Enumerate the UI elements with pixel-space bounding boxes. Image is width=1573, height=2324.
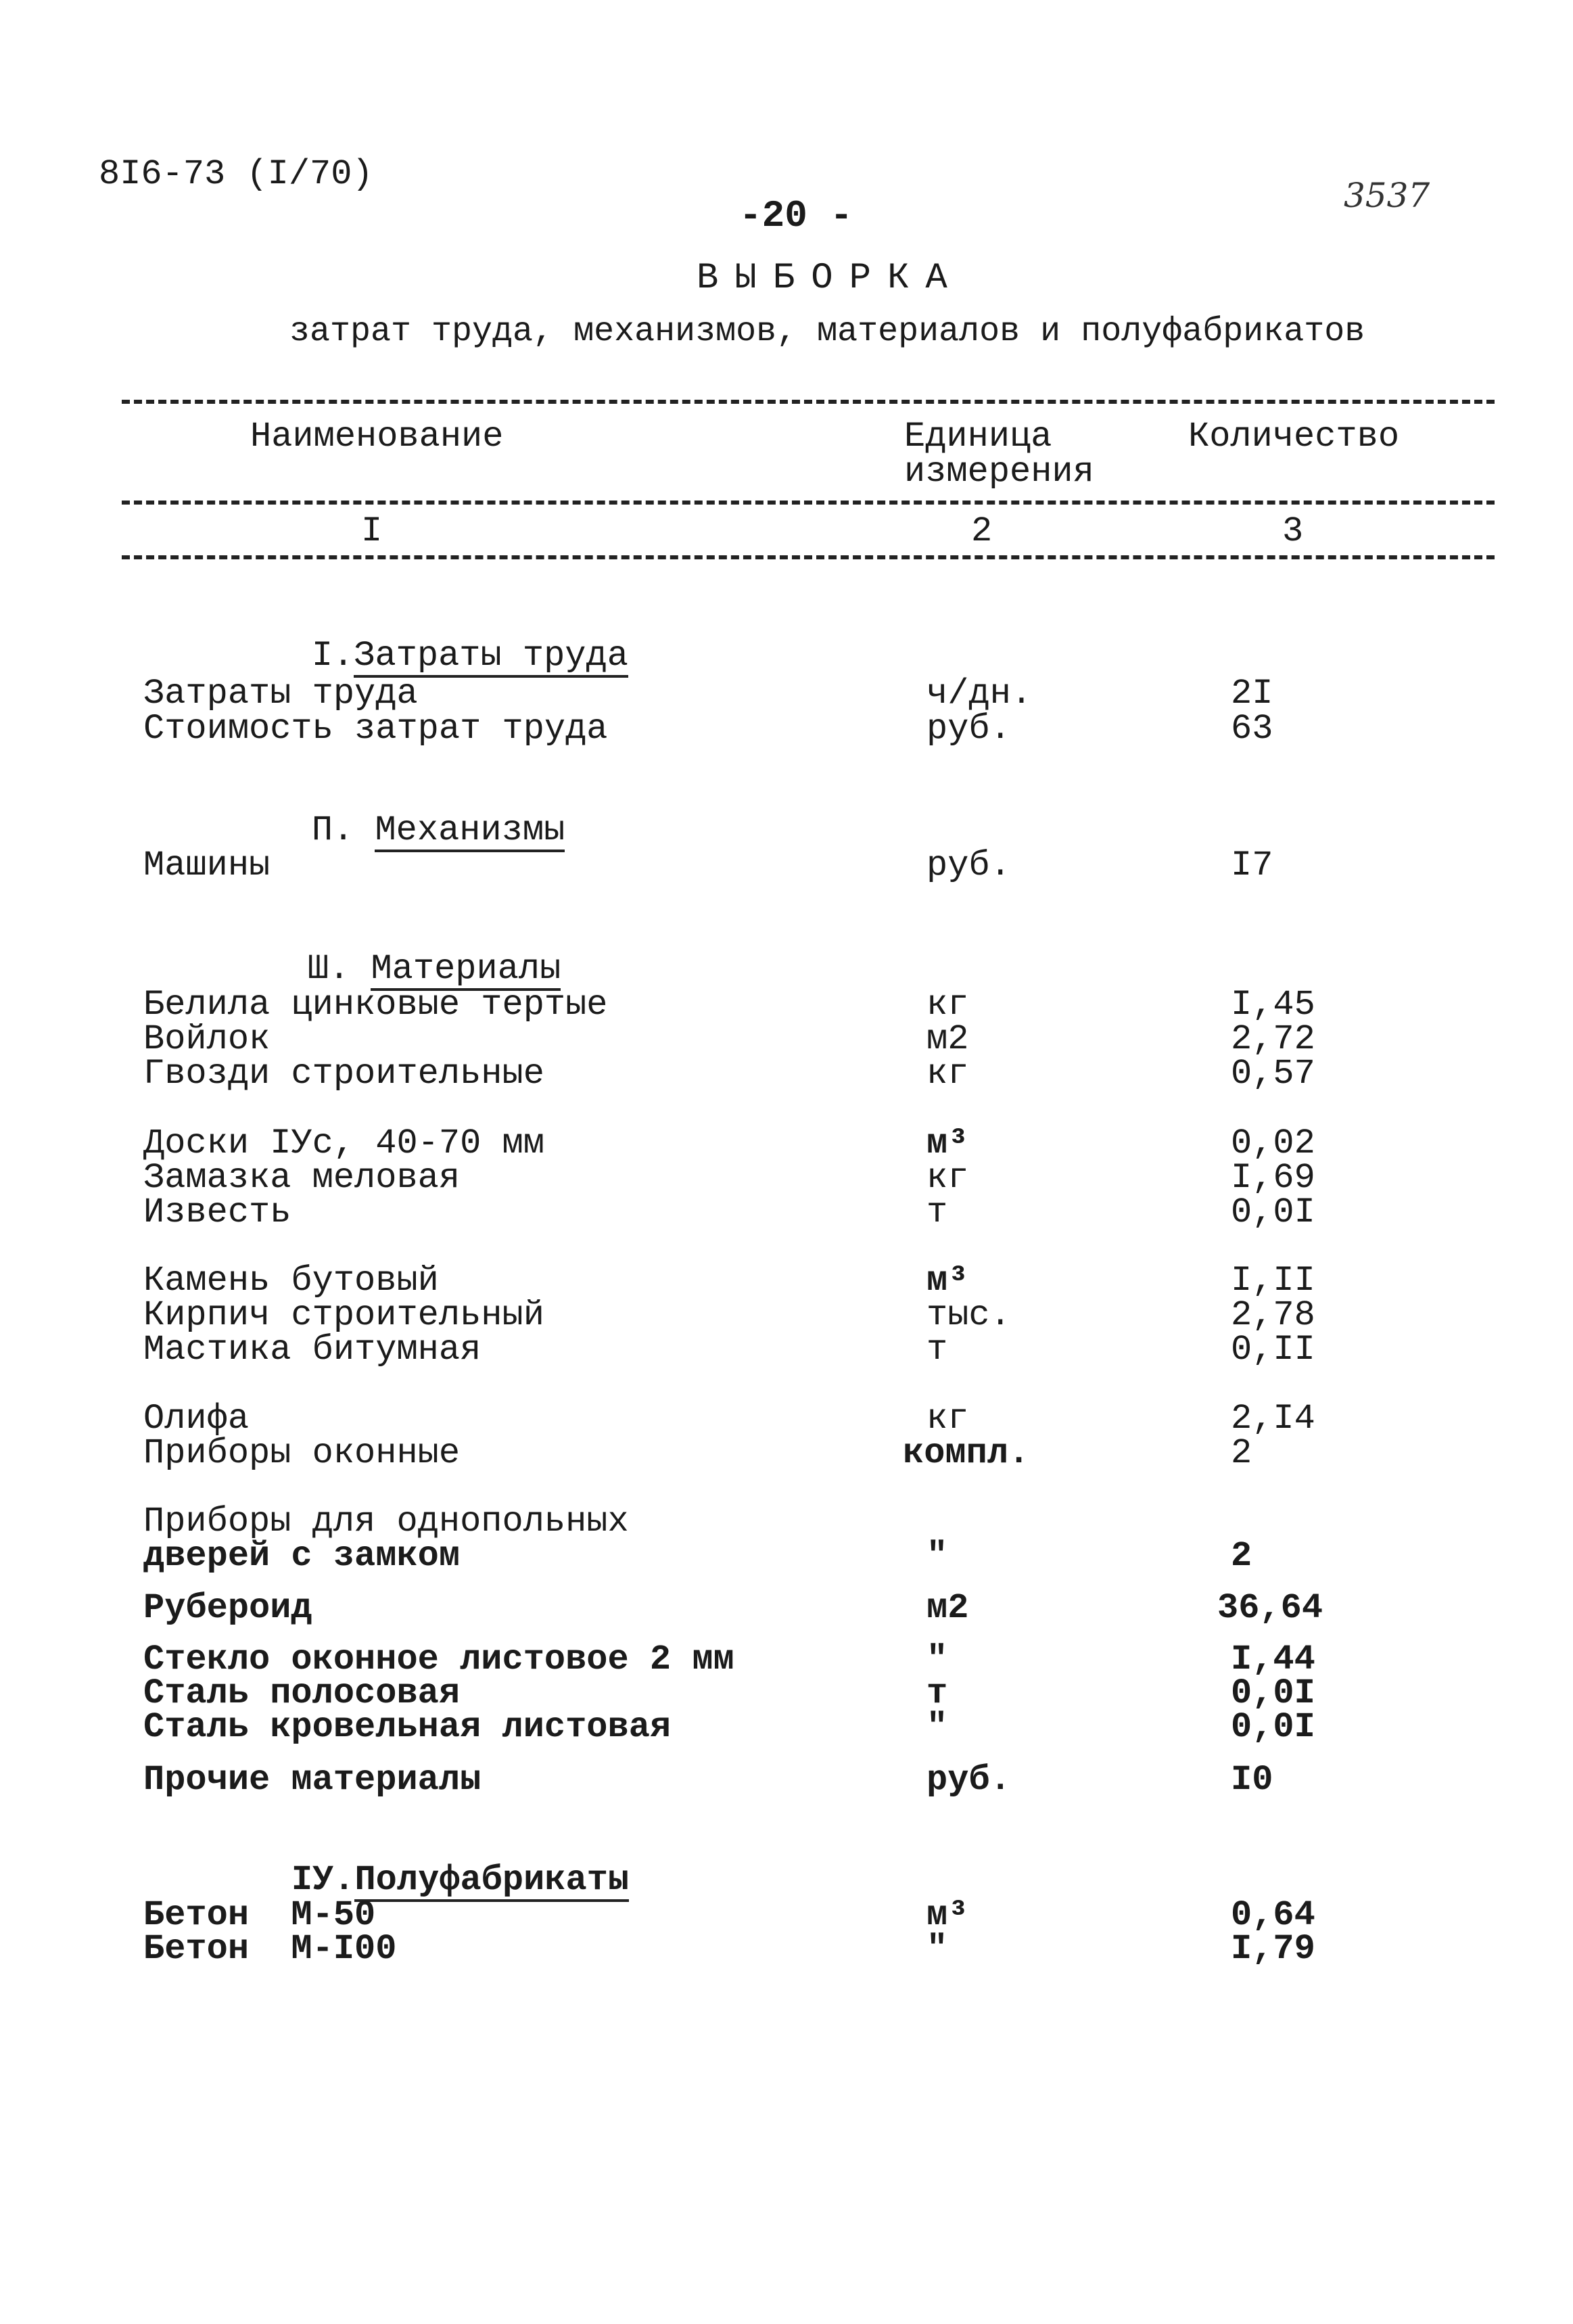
document-title: ВЫБОРКА xyxy=(697,258,964,299)
row-unit: " xyxy=(926,1929,948,1969)
archive-number: 3537 xyxy=(1344,176,1430,215)
table-row xyxy=(0,1640,1573,1679)
section-title: Механизмы xyxy=(375,813,565,852)
table-row xyxy=(0,1123,1573,1163)
section-prefix: IУ. xyxy=(291,1860,355,1900)
row-unit: кг xyxy=(926,985,969,1025)
page-number: -20 - xyxy=(739,194,853,237)
table-row xyxy=(0,1929,1573,1969)
row-unit: ч/дн. xyxy=(926,674,1033,714)
row-name: Белила цинковые тертые xyxy=(143,985,608,1025)
row-unit: м2 xyxy=(926,1588,969,1628)
section-prefix: П. xyxy=(311,810,354,850)
table-row xyxy=(0,1536,1573,1576)
row-name: Олифа xyxy=(143,1399,250,1439)
row-name: Сталь полосовая xyxy=(143,1673,461,1713)
section-title: Материалы xyxy=(371,952,561,991)
section-title: Затраты труда xyxy=(354,638,628,678)
table-row xyxy=(0,1295,1573,1335)
row-name: Камень бутовый xyxy=(143,1261,439,1301)
table-row xyxy=(0,1192,1573,1232)
row-quantity: 2 xyxy=(1231,1536,1252,1576)
row-unit: т xyxy=(926,1192,948,1232)
row-quantity: 2,72 xyxy=(1231,1019,1315,1059)
row-unit: кг xyxy=(926,1158,969,1198)
row-name: Бетон М-50 xyxy=(143,1895,376,1935)
row-name: Бетон М-I00 xyxy=(143,1929,397,1969)
row-quantity: 0,57 xyxy=(1231,1054,1315,1094)
row-quantity: I,69 xyxy=(1231,1158,1315,1198)
row-quantity: I,79 xyxy=(1231,1929,1315,1969)
column-number-3: 3 xyxy=(1282,511,1304,551)
column-number-2: 2 xyxy=(971,511,993,551)
row-name: Рубероид xyxy=(143,1588,312,1628)
table-row xyxy=(0,1261,1573,1301)
row-name: Затраты труда xyxy=(143,674,418,714)
section-prefix: I. xyxy=(311,636,354,676)
row-unit: " xyxy=(926,1707,948,1747)
row-unit: кг xyxy=(926,1399,969,1439)
table-row xyxy=(0,1760,1573,1800)
row-name: Стекло оконное листовое 2 мм xyxy=(143,1640,734,1679)
table-row xyxy=(0,1399,1573,1439)
table-row xyxy=(0,1502,1573,1541)
table-top-rule xyxy=(122,400,1495,404)
row-unit: м³ xyxy=(926,1123,969,1163)
row-quantity: 2,78 xyxy=(1231,1295,1315,1335)
row-quantity: 2I xyxy=(1231,674,1273,714)
row-unit: руб. xyxy=(926,709,1011,749)
row-quantity: 0,II xyxy=(1231,1330,1315,1370)
row-quantity: I0 xyxy=(1231,1760,1273,1800)
row-quantity: 36,64 xyxy=(1217,1588,1323,1628)
header-bottom-rule xyxy=(122,501,1495,505)
row-name: Приборы для однопольных xyxy=(143,1502,629,1541)
row-unit: руб. xyxy=(926,845,1011,885)
table-row xyxy=(0,1895,1573,1935)
row-unit: компл. xyxy=(903,1433,1030,1473)
row-unit: т xyxy=(926,1330,948,1370)
row-quantity: I,44 xyxy=(1231,1640,1315,1679)
row-unit: тыс. xyxy=(926,1295,1011,1335)
row-name: Сталь кровельная листовая xyxy=(143,1707,672,1747)
section-title: Полуфабрикаты xyxy=(354,1863,629,1902)
row-unit: м³ xyxy=(926,1895,969,1935)
column-header-name: Наименование xyxy=(250,417,504,457)
row-name: Доски IУс, 40-70 мм xyxy=(143,1123,544,1163)
row-name: Мастика битумная xyxy=(143,1330,482,1370)
row-name: Приборы оконные xyxy=(143,1433,461,1473)
column-header-quantity: Количество xyxy=(1188,417,1400,457)
row-name: Замазка меловая xyxy=(143,1158,461,1198)
table-row xyxy=(0,1673,1573,1713)
table-row xyxy=(0,1054,1573,1094)
row-unit: " xyxy=(926,1536,948,1576)
row-unit: руб. xyxy=(926,1760,1011,1800)
row-quantity: I,45 xyxy=(1231,985,1315,1025)
row-name: Гвозди строительные xyxy=(143,1054,544,1094)
row-quantity: 0,02 xyxy=(1231,1123,1315,1163)
table-row xyxy=(0,985,1573,1025)
column-header-unit: Единица измерения xyxy=(904,417,1094,492)
section-prefix: Ш. xyxy=(307,949,350,989)
table-row xyxy=(0,709,1573,749)
row-name: Кирпич строительный xyxy=(143,1295,544,1335)
row-name: Известь xyxy=(143,1192,291,1232)
row-name: Машины xyxy=(143,845,271,885)
document-code: 8I6-73 (I/70) xyxy=(99,154,373,194)
table-row xyxy=(0,1588,1573,1628)
table-row xyxy=(0,845,1573,885)
table-row xyxy=(0,674,1573,714)
row-quantity: 2,I4 xyxy=(1231,1399,1315,1439)
table-row xyxy=(0,1158,1573,1198)
row-quantity: 0,0I xyxy=(1231,1192,1315,1232)
row-unit: м³ xyxy=(926,1261,969,1301)
row-quantity: I,II xyxy=(1231,1261,1315,1301)
column-numbers-rule xyxy=(122,555,1495,559)
column-number-1: I xyxy=(361,511,383,551)
row-quantity: 0,64 xyxy=(1231,1895,1315,1935)
row-quantity: 2 xyxy=(1231,1433,1252,1473)
row-name: дверей с замком xyxy=(143,1536,461,1576)
table-row xyxy=(0,1707,1573,1747)
row-quantity: 0,0I xyxy=(1231,1707,1315,1747)
table-row xyxy=(0,1433,1573,1473)
row-name: Стоимость затрат труда xyxy=(143,709,608,749)
row-unit: т xyxy=(926,1673,948,1713)
row-quantity: 63 xyxy=(1231,709,1273,749)
document-subtitle: затрат труда, механизмов, материалов и полуфабрикатов xyxy=(289,312,1365,351)
table-row xyxy=(0,1019,1573,1059)
table-row xyxy=(0,1330,1573,1370)
row-name: Прочие материалы xyxy=(143,1760,482,1800)
row-name: Войлок xyxy=(143,1019,271,1059)
row-unit: м2 xyxy=(926,1019,969,1059)
row-unit: " xyxy=(926,1640,948,1679)
row-unit: кг xyxy=(926,1054,969,1094)
row-quantity: I7 xyxy=(1231,845,1273,885)
row-quantity: 0,0I xyxy=(1231,1673,1315,1713)
